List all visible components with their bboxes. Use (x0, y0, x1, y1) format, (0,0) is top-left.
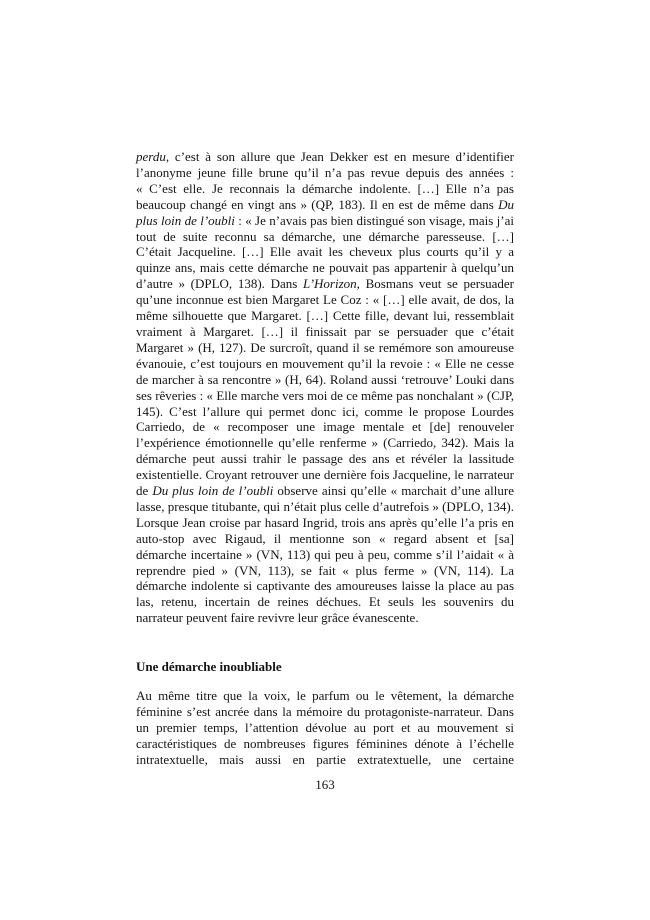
italic-title-run: Du plus loin de l’oubli (136, 196, 514, 228)
paragraph-une-demarche-inoubliable (136, 688, 514, 768)
text-run: Une démarche inoubliable (136, 659, 282, 675)
text-run: , Bosmans veut se persuader qu’une inconnue est bien Margaret Le Coz : « […] elle avait, de dos, la même silhouette que Margaret. […] Cette fille, devant lui, ressemblait vraiment à Margaret. […] il finissait par se persuader que c’était Margaret » (H, 127). De surcroît, quand il se remémore son amoureuse évanouie, c’est toujours en mouvement qu’il la revoie : « Elle ne cesse de marcher à sa rencontre » (H, 64). Roland aussi ‘retrouve’ Louki dans ses rêveries : « Elle marche vers moi de ce même pas nonchalant » (CJP, 145). C’est l’allure qui permet donc ici, comme le propose Lourdes Carriedo, de « recomposer une image mentale et [de] renouveler l’expérience émotionnelle qu’elle renferme » (Carriedo, 342). Mais la démarche peut aussi trahir le passage des ans et révéler la lassitude existentielle. Croyant retrouver une dernière fois Jacqueline, le narrateur de (136, 276, 514, 499)
text-run: Au même titre que la voix, le parfum ou le vêtement, la démarche féminine s’est ancrée dans la mémoire du protagoniste-narrateur. Dans un premier temps, l’attention dévolue au port et au mouvement si caractéristiques de nombreuses figures féminines dénote à l’échelle intratextuelle, mais aussi en partie extratextuelle, une certaine (136, 688, 514, 767)
page-number: 163 (315, 777, 335, 792)
text-run: : « Je n’avais pas bien distingué son visage, mais j’ai tout de suite reconnu sa démarche, une démarche paresseuse. […] C’était Jacqueline. […] Elle avait les cheveux plus courts qu’il y a quinze ans, mais cette démarche ne pouvait pas appartenir à quelqu’un d’autre » (DPLO, 138). Dans (136, 212, 514, 292)
section-heading (136, 659, 514, 675)
body-text (136, 149, 514, 768)
italic-title-run: perdu (136, 149, 166, 164)
italic-title-run: L’Horizon (302, 276, 357, 292)
italic-title-run: Du plus loin de l’oubli (152, 483, 274, 499)
text-run: , c’est à son allure que Jean Dekker est en mesure d’identifier l’anonyme jeune fille brune qu’il n’a pas revue depuis des années : « C’est elle. Je reconnais la démarche indolente. […] Elle n’a pas beaucoup changé en vingt ans » (QP, 183). Il en est de même dans (136, 149, 514, 212)
text-run: observe ainsi qu’elle « marchait d’une allure lasse, presque titubante, qui n’était plus celle d’autrefois » (DPLO, 134). Lorsque Jean croise par hasard Ingrid, trois ans après qu’elle l’a pris en auto-stop avec Rigaud, il mentionne son « regard absent et [sa] démarche incertaine » (VN, 113) qui peu à peu, comme s’il l’aidait « à reprendre pied » (VN, 113), se fait « plus ferme » (VN, 114). La démarche indolente si captivante des amoureuses laisse la place au pas las, retenu, incertain de reines déchues. Et seuls les souvenirs du narrateur peuvent faire revivre leur grâce évanescente. (136, 483, 514, 626)
paragraph-walk-recognition (136, 149, 514, 626)
